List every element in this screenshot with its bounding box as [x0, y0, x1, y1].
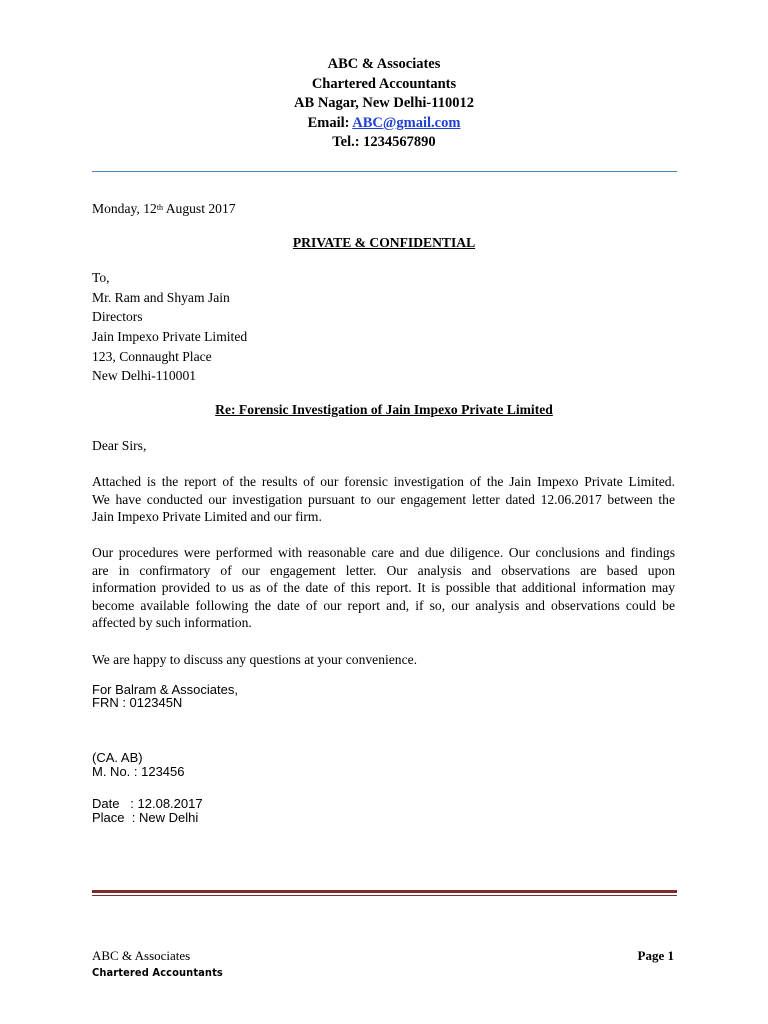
- paragraph-2-line-4: become available following the date of our report and, if so, our analysis and observations could be: [92, 597, 675, 613]
- confidential-heading: PRIVATE & CONFIDENTIAL: [292, 235, 476, 250]
- footer-divider-thin: [92, 895, 677, 896]
- email-link[interactable]: ABC@gmail.com: [352, 114, 461, 131]
- letterhead-telephone: Tel.: 1234567890: [332, 134, 436, 151]
- footer-firm-name: ABC & Associates: [92, 948, 191, 963]
- letterhead: [92, 55, 676, 153]
- letterhead-email-line: [92, 114, 676, 134]
- paragraph-3: We are happy to discuss any questions at your convenience.: [92, 652, 418, 667]
- subject-line: Re: Forensic Investigation of Jain Impexo Private Limited: [215, 402, 553, 417]
- date-suffix: August 2017: [163, 201, 236, 216]
- recipient-company: Jain Impexo Private Limited: [92, 329, 248, 344]
- recipient-address-2: New Delhi-110001: [92, 368, 197, 383]
- letterhead-firm-type: Chartered Accountants: [311, 75, 457, 92]
- signature-place: Place : New Delhi: [92, 810, 199, 825]
- header-divider: [92, 171, 677, 172]
- paragraph-2-line-1: Our procedures were performed with reasonable care and due diligence. Our conclusions and findings: [92, 545, 675, 560]
- salutation: Dear Sirs,: [92, 438, 147, 453]
- signature-membership-no: M. No. : 123456: [92, 764, 185, 779]
- recipient-address-1: 123, Connaught Place: [92, 348, 212, 364]
- date-ordinal: th: [156, 203, 164, 212]
- letterhead-firm-name: ABC & Associates: [327, 56, 441, 72]
- paragraph-2-line-2: are in confirmatory of our engagement letter. Our analysis and observations are based upon: [92, 562, 675, 578]
- date-prefix: Monday, 12: [92, 201, 157, 216]
- paragraph-2-line-3: information provided to us as of the date of this report. It is possible that additional information may: [92, 580, 675, 595]
- recipient-to: To,: [92, 270, 110, 285]
- signature-frn: FRN : 012345N: [92, 695, 183, 710]
- footer-divider-thick: [92, 890, 677, 893]
- paragraph-1: [92, 473, 675, 526]
- recipient-title: Directors: [92, 309, 143, 324]
- paragraph-1-line-3: Jain Impexo Private Limited and our firm.: [92, 509, 322, 524]
- signature-for-line: For Balram & Associates,: [92, 682, 238, 697]
- letterhead-address: AB Nagar, New Delhi-110012: [294, 95, 474, 112]
- letter-date: [92, 199, 236, 219]
- paragraph-1-line-1: Attached is the report of the results of our forensic investigation of the Jain Impexo Private Limited.: [92, 474, 675, 489]
- paragraph-2-line-5: affected by such information.: [92, 615, 252, 630]
- signature-signatory: (CA. AB): [92, 750, 143, 765]
- recipient-name: Mr. Ram and Shyam Jain: [92, 289, 230, 305]
- footer-page-number: Page 1: [637, 948, 674, 963]
- paragraph-2: [92, 544, 675, 632]
- footer-firm-type: Chartered Accountants: [92, 965, 223, 979]
- paragraph-1-line-2: We have conducted our investigation pursuant to our engagement letter dated 12.06.2017 between the: [92, 491, 675, 507]
- footer-firm: [92, 948, 223, 981]
- email-label: Email:: [307, 114, 353, 131]
- signature-date: Date : 12.08.2017: [92, 796, 203, 811]
